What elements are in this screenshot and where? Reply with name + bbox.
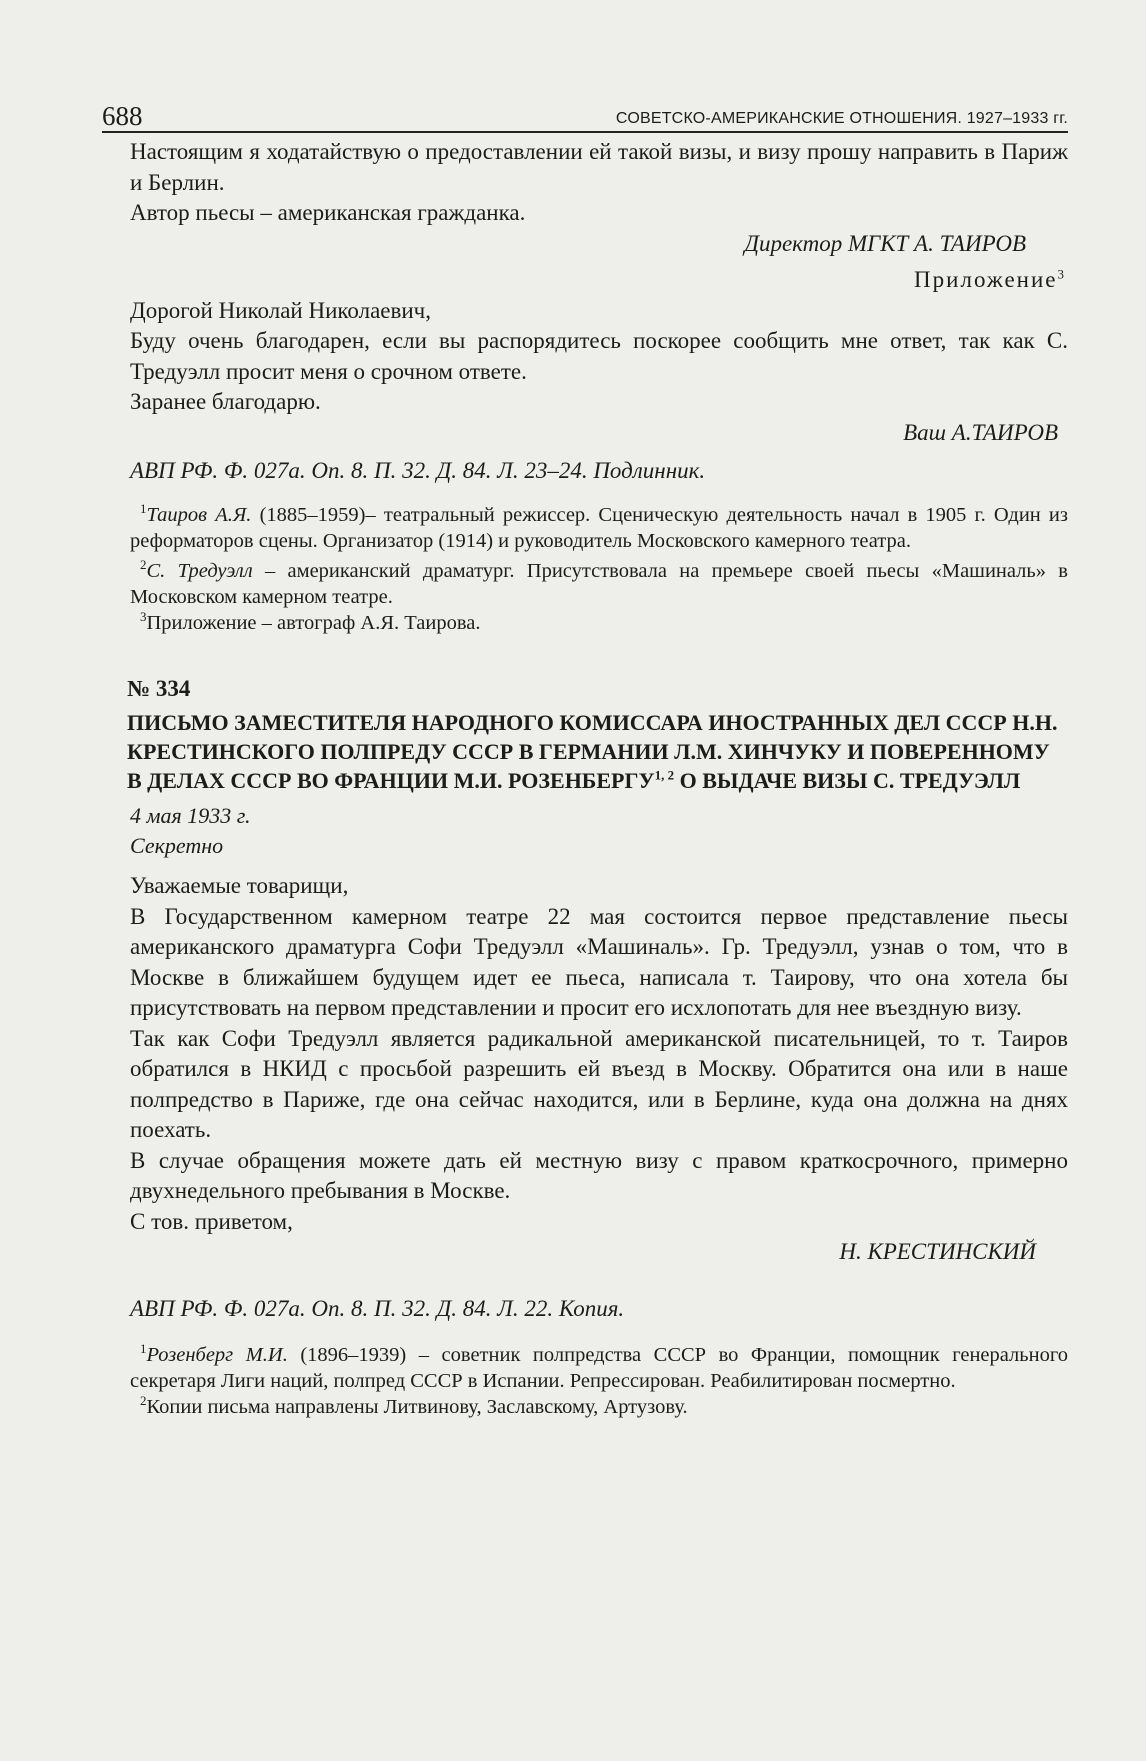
- footnote: [130, 502, 1068, 554]
- footnote-mark: 2: [140, 1392, 147, 1408]
- footnote-text: (1885–1959)– театральный режиссер. Сценическую деятельность начал в 1905 г. Один из реформаторов сцены. Организатор (1914) и руководитель Московского камерного театра.: [130, 504, 1068, 552]
- archive-source: АВП РФ. Ф. 027а. Оп. 8. П. 32. Д. 84. Л. 22. Копия.: [130, 1295, 625, 1321]
- page-header: [102, 101, 1068, 133]
- footnote-mark: 1: [140, 1340, 147, 1356]
- appendix-heading: [130, 265, 1064, 296]
- footnote-name: Таиров А.Я.: [146, 504, 252, 526]
- footnote: [130, 1342, 1068, 1394]
- appendix-label: Приложение: [914, 267, 1058, 292]
- document-date: 4 мая 1933 г.: [130, 803, 251, 828]
- footnote-text: (1896–1939) – советник полпредства СССР во Франции, помощник генерального секретаря Лиги наций, полпред СССР в Испании. Репрессирован. Реабилитирован посмертно.: [130, 1343, 1069, 1392]
- letter-paragraph-1: В Государственном камерном театре 22 мая состоится первое представление пьесы американского драматурга Софи Тредуэлл «Машиналь». Гр. Тредуэлл, узнав о том, что в Москве в ближайшем будущем идет ее пьеса, написала т. Таирову, что она хотела бы присутствовать на первом представлении и просит его исхлопотать для нее въездную визу.: [130, 903, 1068, 1020]
- appendix-footnote-mark: 3: [1057, 266, 1064, 282]
- footnote-text: Копии письма направлены Литвинову, Заславскому, Артузову.: [146, 1395, 688, 1418]
- letter-paragraph-3: В случае обращения можете дать ей местную визу с правом краткосрочного, примерно двухнедельного пребывания в Москве.: [130, 1147, 1068, 1203]
- prev-archive-source: АВП РФ. Ф. 027а. Оп. 8. П. 32. Д. 84. Л. 23–24. Подлинник.: [130, 458, 706, 483]
- document-classification: Секретно: [130, 833, 224, 858]
- prev-footnotes: [130, 502, 1068, 636]
- footnote: [130, 1394, 1068, 1420]
- letter-paragraph-2: Так как Софи Тредуэлл является радикальной американской писательницей, то т. Таиров обратился в НКИД с просьбой разрешить ей въезд в Москву. Обратится она или в наше полпредство в Париже, где она сейчас находится, или в Берлине, куда она должна на днях поехать.: [130, 1025, 1068, 1142]
- footnote-text: Приложение – автограф А.Я. Таирова.: [146, 612, 481, 634]
- appendix-salutation: Дорогой Николай Николаевич,: [130, 297, 431, 323]
- footnote-name: С. Тредуэлл: [146, 560, 253, 582]
- appendix-thanks: Заранее благодарю.: [130, 389, 321, 414]
- footnote-mark: 2: [140, 557, 147, 573]
- footnote-text: – американский драматург. Присутствовала на премьере своей пьесы «Машиналь» в Московском камерном театре.: [130, 560, 1068, 608]
- letter-closing: С тов. приветом,: [130, 1208, 293, 1234]
- footnote: [130, 558, 1068, 610]
- page-number: 688: [102, 101, 143, 131]
- footnote-name: Розенберг М.И.: [146, 1343, 288, 1366]
- footnote-mark: 3: [140, 609, 147, 625]
- document-title-text: ПИСЬМО ЗАМЕСТИТЕЛЯ НАРОДНОГО КОМИССАРА ИНОСТРАННЫХ ДЕЛ СССР Н.Н. КРЕСТИНСКОГО ПОЛПРЕДУ СССР В ГЕРМАНИИ Л.М. ХИНЧУКУ И ПОВЕРЕННОМУ В ДЕЛАХ СССР ВО ФРАНЦИИ М.И. РОЗЕНБЕРГУ: [127, 710, 1058, 793]
- letter-salutation: Уважаемые товарищи,: [130, 873, 349, 898]
- running-title: СОВЕТСКО-АМЕРИКАНСКИЕ ОТНОШЕНИЯ. 1927–1933 гг.: [615, 110, 1068, 127]
- document-title-footnote-marks: 1, 2: [654, 767, 675, 783]
- document-number: № 334: [127, 676, 191, 701]
- document-title-end: О ВЫДАЧЕ ВИЗЫ С. ТРЕДУЭЛЛ: [679, 768, 1021, 793]
- document-footnotes: [130, 1342, 1068, 1420]
- document-title: [127, 708, 1068, 795]
- prev-paragraph-1: Настоящим я ходатайствую о предоставлении ей такой визы, и визу прошу направить в Париж и Берлин.: [130, 139, 1068, 195]
- prev-signature: Директор МГКТ А. ТАИРОВ: [744, 230, 1026, 256]
- appendix-paragraph: Буду очень благодарен, если вы распорядитесь поскорее сообщить мне ответ, так как С. Тредуэлл просит меня о срочном ответе.: [130, 328, 1068, 384]
- footnote: [130, 610, 1068, 636]
- footnote-mark: 1: [140, 501, 147, 517]
- appendix-closing: Ваш А.ТАИРОВ: [903, 419, 1058, 445]
- page-content: [127, 137, 1069, 1420]
- letter-signature: Н. КРЕСТИНСКИЙ: [839, 1239, 1036, 1264]
- prev-paragraph-2: Автор пьесы – американская гражданка.: [130, 200, 526, 225]
